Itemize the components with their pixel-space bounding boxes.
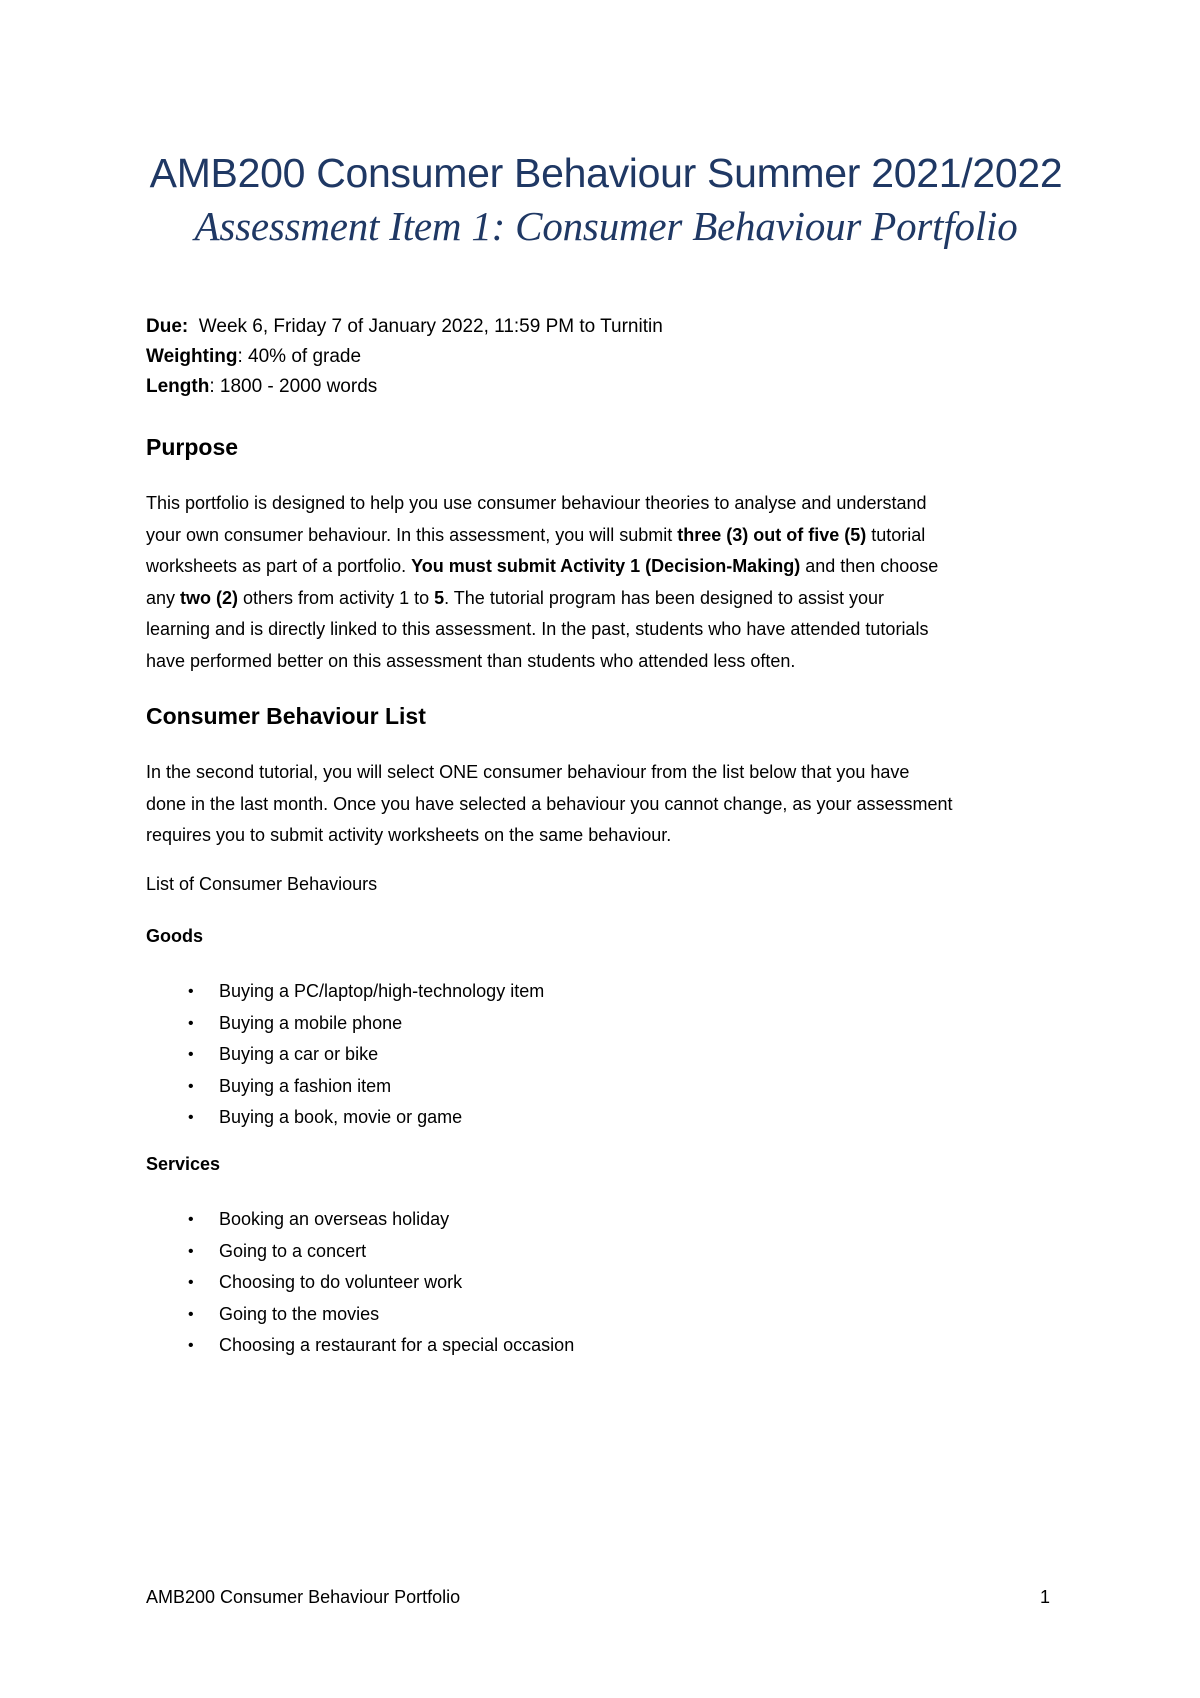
- services-list: [146, 1204, 574, 1362]
- weighting-line: Weighting: 40% of grade: [146, 346, 362, 367]
- bullet-icon: •: [188, 1305, 194, 1323]
- list-item: • Buying a mobile phone: [146, 1008, 544, 1040]
- due-label: Due: [146, 316, 182, 337]
- list-item: • Going to the movies: [146, 1299, 574, 1331]
- purpose-line: worksheets as part of a portfolio. You must submit Activity 1 (Decision-Making) and then choose: [146, 556, 939, 576]
- bullet-icon: •: [188, 1046, 194, 1063]
- weighting-label: Weighting: [146, 346, 238, 367]
- list-item: • Buying a PC/laptop/high-technology item: [146, 976, 544, 1008]
- weighting-value: 40% of grade: [248, 346, 362, 367]
- purpose-heading: Purpose: [146, 434, 239, 460]
- purpose-line: have performed better on this assessment than students who attended less often.: [146, 650, 796, 671]
- document-subtitle: Assessment Item 1: Consumer Behaviour Portfolio: [194, 203, 1018, 249]
- footer-title: AMB200 Consumer Behaviour Portfolio: [146, 1587, 461, 1607]
- bullet-icon: •: [188, 1109, 194, 1126]
- length-line: Length: 1800 - 2000 words: [146, 376, 378, 397]
- purpose-line: any two (2) others from activity 1 to 5. The tutorial program has been designed to assist your: [146, 587, 885, 608]
- bullet-icon: •: [188, 1337, 194, 1354]
- bullet-icon: •: [188, 1211, 194, 1228]
- list-item: • Choosing a restaurant for a special occasion: [146, 1330, 574, 1362]
- goods-heading: Goods: [146, 926, 203, 946]
- document-title: AMB200 Consumer Behaviour Summer 2021/2022: [149, 150, 1063, 196]
- selection-line: In the second tutorial, you will select ONE consumer behaviour from the list below that you have: [146, 762, 910, 782]
- list-item: • Booking an overseas holiday: [146, 1204, 574, 1236]
- due-value: Week 6, Friday 7 of January 2022, 11:59 PM to Turnitin: [198, 316, 663, 337]
- list-item: • Choosing to do volunteer work: [146, 1267, 574, 1299]
- selection-line: requires you to submit activity worksheets on the same behaviour.: [146, 825, 672, 845]
- emphasis-text: 5: [434, 587, 445, 608]
- bullet-icon: •: [188, 983, 194, 1000]
- bullet-icon: •: [188, 1077, 194, 1095]
- due-line: Due: Week 6, Friday 7 of January 2022, 11:59 PM to Turnitin: [146, 316, 663, 337]
- emphasis-text: three (3) out of five (5): [677, 524, 867, 545]
- bullet-icon: •: [188, 1274, 194, 1291]
- purpose-line: your own consumer behaviour. In this assessment, you will submit three (3) out of five (5) tutorial: [146, 524, 926, 545]
- list-item: • Going to a concert: [146, 1236, 574, 1268]
- services-heading: Services: [146, 1154, 221, 1174]
- list-item: • Buying a book, movie or game: [146, 1102, 544, 1134]
- list-item: • Buying a car or bike: [146, 1039, 544, 1071]
- selection-line: done in the last month. Once you have selected a behaviour you cannot change, as your assessment: [146, 793, 953, 814]
- consumer-behaviour-list-heading: Consumer Behaviour List: [146, 703, 426, 729]
- selection-paragraph: [146, 757, 1076, 852]
- purpose-paragraph: [146, 488, 1076, 677]
- length-label: Length: [146, 376, 210, 397]
- emphasis-text: You must submit Activity 1 (Decision-Making): [411, 556, 801, 576]
- purpose-line: learning and is directly linked to this assessment. In the past, students who have attended tutorials: [146, 619, 929, 639]
- emphasis-text: two (2): [180, 587, 239, 608]
- purpose-line: This portfolio is designed to help you use consumer behaviour theories to analyse and understand: [146, 493, 927, 513]
- bullet-icon: •: [188, 1014, 194, 1032]
- list-title: List of Consumer Behaviours: [146, 874, 378, 894]
- goods-list: [146, 976, 544, 1134]
- bullet-icon: •: [188, 1242, 194, 1260]
- page-number: 1: [1040, 1587, 1051, 1607]
- length-value: 1800 - 2000 words: [219, 376, 378, 397]
- list-item: • Buying a fashion item: [146, 1071, 544, 1103]
